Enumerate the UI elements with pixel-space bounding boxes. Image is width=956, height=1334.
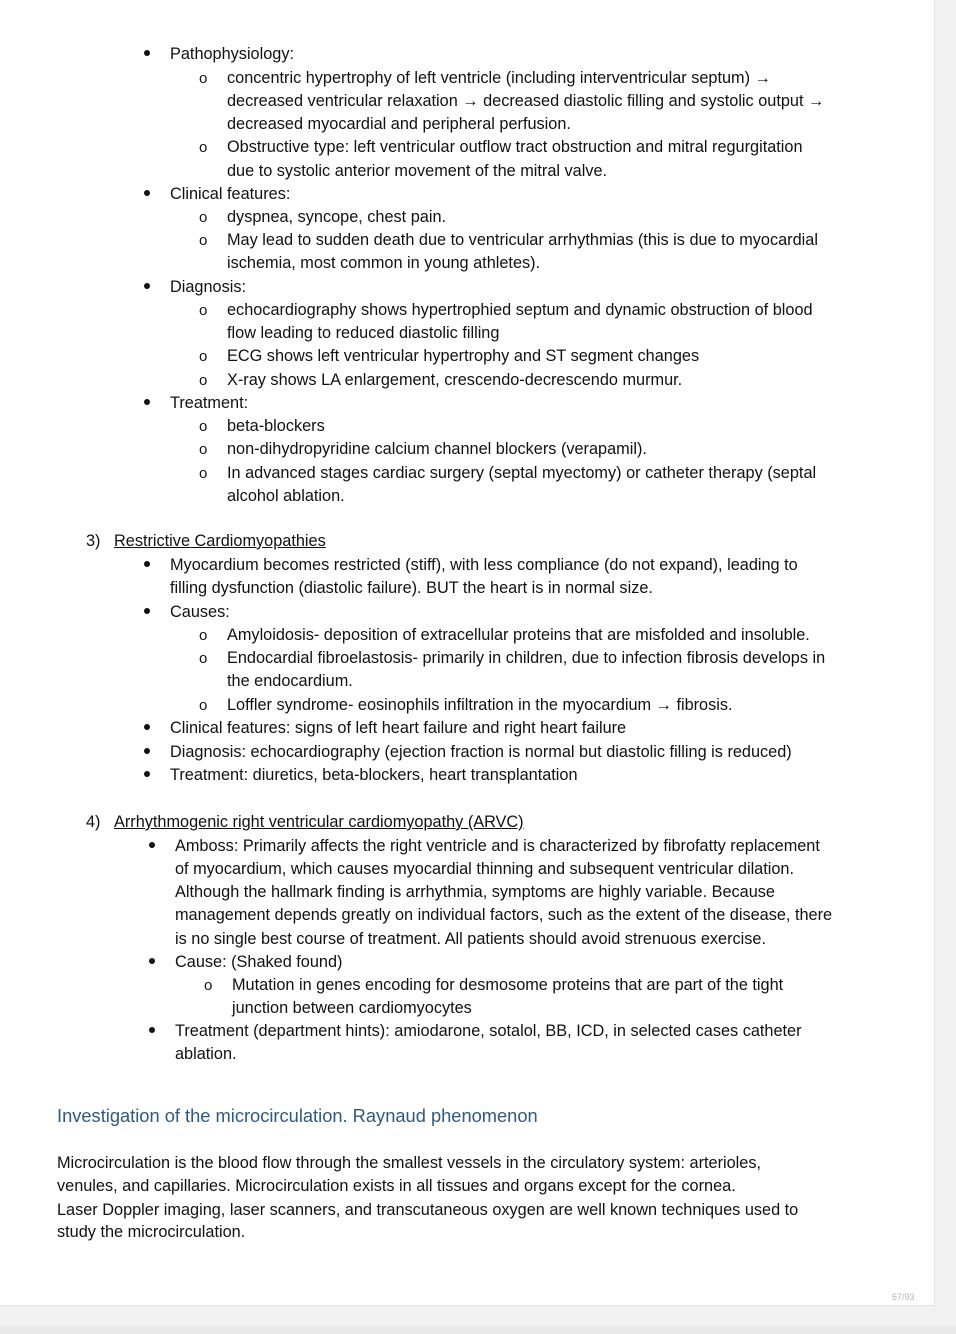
circle-bullet: o: [199, 650, 208, 667]
text-line: Clinical features: signs of left heart failure and right heart failure: [170, 719, 627, 737]
bullet: [144, 554, 150, 577]
text-line: Endocardial fibroelastosis- primarily in children, due to infection fibrosis develops in: [227, 649, 826, 667]
circle-bullet: o: [199, 697, 208, 714]
paragraph-line: Laser Doppler imaging, laser scanners, and transcutaneous oxygen are well known techniques used to: [57, 1201, 799, 1219]
section-number: 3): [86, 532, 101, 550]
bullet: [149, 835, 155, 858]
bullet: [144, 601, 150, 624]
page-number: 67/93: [892, 1292, 915, 1302]
text-line: beta-blockers: [227, 417, 325, 435]
circle-bullet: o: [199, 70, 208, 87]
section-title-arvc: Arrhythmogenic right ventricular cardiomyopathy (ARVC): [114, 813, 524, 831]
bullet: [144, 717, 150, 740]
bullet: [149, 1020, 155, 1043]
text-line: dyspnea, syncope, chest pain.: [227, 208, 447, 226]
text-line: In advanced stages cardiac surgery (septal myectomy) or catheter therapy (septal: [227, 464, 817, 482]
section-heading-microcirculation: Investigation of the microcirculation. Raynaud phenomenon: [57, 1105, 538, 1126]
text-line: Amboss: Primarily affects the right ventricle and is characterized by fibrofatty replacement: [175, 837, 820, 855]
text-line: alcohol ablation.: [227, 487, 345, 505]
bullet: [144, 276, 150, 299]
paragraph-line: Microcirculation is the blood flow through the smallest vessels in the circulatory system: arterioles,: [57, 1154, 761, 1172]
causes-label: Causes:: [170, 603, 230, 621]
text-line: Myocardium becomes restricted (stiff), with less compliance (do not expand), leading to: [170, 556, 798, 574]
text-line: of myocardium, which causes myocardial thinning and subsequent ventricular dilation.: [175, 860, 795, 878]
text-line: flow leading to reduced diastolic filling: [227, 324, 500, 342]
text-line: Cause: (Shaked found): [175, 953, 343, 971]
bullet: [144, 764, 150, 787]
section-number: 4): [86, 813, 101, 831]
bullet: [144, 43, 150, 66]
bullet: [144, 741, 150, 764]
clinical-features-label: Clinical features:: [170, 185, 291, 203]
text-line: concentric hypertrophy of left ventricle (including interventricular septum) →: [227, 69, 771, 87]
text-line: non-dihydropyridine calcium channel blockers (verapamil).: [227, 440, 647, 458]
text-line: ablation.: [175, 1045, 237, 1063]
text-line: Obstructive type: left ventricular outflow tract obstruction and mitral regurgitation: [227, 138, 803, 156]
text-line: decreased ventricular relaxation → decreased diastolic filling and systolic output →: [227, 92, 825, 110]
text-line: echocardiography shows hypertrophied septum and dynamic obstruction of blood: [227, 301, 813, 319]
treatment-label: Treatment:: [170, 394, 249, 412]
bullet: [144, 183, 150, 206]
section-title-restrictive: Restrictive Cardiomyopathies: [114, 532, 326, 550]
text-line: May lead to sudden death due to ventricular arrhythmias (this is due to myocardial: [227, 231, 818, 249]
text-line: Loffler syndrome- eosinophils infiltration in the myocardium → fibrosis.: [227, 696, 733, 714]
circle-bullet: o: [199, 372, 208, 389]
circle-bullet: o: [204, 977, 213, 994]
text-line: ECG shows left ventricular hypertrophy and ST segment changes: [227, 347, 700, 365]
text-line: filling dysfunction (diastolic failure). BUT the heart is in normal size.: [170, 579, 653, 597]
text-line: Treatment: diuretics, beta-blockers, heart transplantation: [170, 766, 578, 784]
circle-bullet: o: [199, 209, 208, 226]
text-line: Treatment (department hints): amiodarone, sotalol, BB, ICD, in selected cases catheter: [175, 1022, 802, 1040]
bullet: [144, 392, 150, 415]
text-line: due to systolic anterior movement of the mitral valve.: [227, 162, 608, 180]
bullet: [149, 951, 155, 974]
text-line: Diagnosis: echocardiography (ejection fraction is normal but diastolic filling is reduced): [170, 743, 792, 761]
text-line: decreased myocardial and peripheral perfusion.: [227, 115, 571, 133]
text-line: ischemia, most common in young athletes).: [227, 254, 541, 272]
text-line: Although the hallmark finding is arrhythmia, symptoms are highly variable. Because: [175, 883, 775, 901]
text-line: X-ray shows LA enlargement, crescendo-decrescendo murmur.: [227, 371, 683, 389]
text-line: junction between cardiomyocytes: [232, 999, 472, 1017]
page-gap: [0, 1326, 956, 1334]
paragraph-line: venules, and capillaries. Microcirculation exists in all tissues and organs except for the cornea.: [57, 1177, 736, 1195]
circle-bullet: o: [199, 441, 208, 458]
circle-bullet: o: [199, 232, 208, 249]
diagnosis-label: Diagnosis:: [170, 278, 247, 296]
paragraph-line: study the microcirculation.: [57, 1223, 246, 1241]
circle-bullet: o: [199, 418, 208, 435]
text-line: the endocardium.: [227, 672, 353, 690]
circle-bullet: o: [199, 348, 208, 365]
pathophysiology-label: Pathophysiology:: [170, 45, 295, 63]
text-line: is no single best course of treatment. All patients should avoid strenuous exercise.: [175, 930, 766, 948]
circle-bullet: o: [199, 139, 208, 156]
circle-bullet: o: [199, 627, 208, 644]
text-line: Mutation in genes encoding for desmosome proteins that are part of the tight: [232, 976, 784, 994]
text-line: management depends greatly on individual factors, such as the extent of the disease, there: [175, 906, 833, 924]
text-line: Amyloidosis- deposition of extracellular proteins that are misfolded and insoluble.: [227, 626, 810, 644]
circle-bullet: o: [199, 465, 208, 482]
circle-bullet: o: [199, 302, 208, 319]
